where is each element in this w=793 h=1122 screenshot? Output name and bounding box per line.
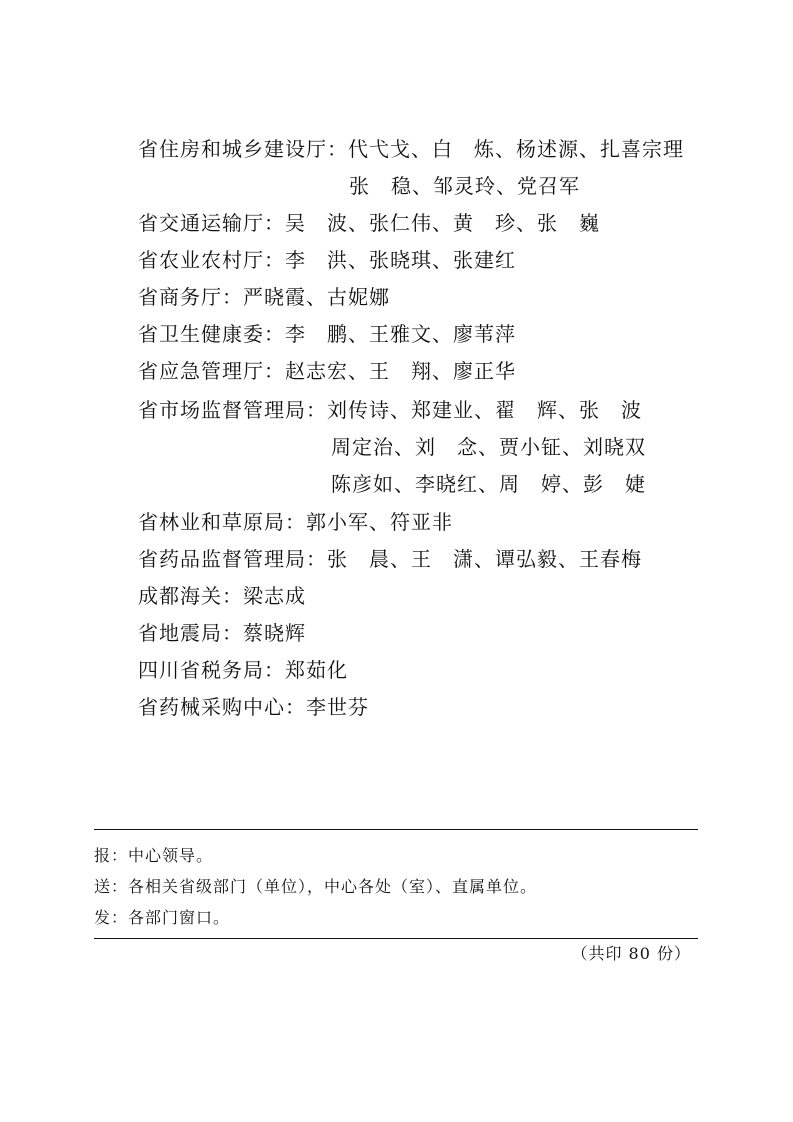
footer-top-rule	[94, 829, 698, 830]
footer-send-line: 送：各相关省级部门（单位），中心各处（室）、直属单位。	[94, 877, 538, 896]
list-line-earthquake: 省地震局：蔡晓辉	[138, 621, 306, 645]
list-line-procurement: 省药械采购中心：李世芬	[138, 695, 369, 719]
list-line-customs: 成都海关：梁志成	[138, 584, 306, 608]
footer-issue-line: 发：各部门窗口。	[94, 908, 231, 927]
list-line-drug-admin: 省药品监督管理局：张 晨、王 潇、谭弘毅、王春梅	[138, 547, 642, 571]
list-line-agriculture: 省农业农村厅：李 洪、张晓琪、张建红	[138, 248, 516, 272]
footer-bottom-rule	[94, 938, 698, 939]
list-line-tax: 四川省税务局：郑茹化	[138, 658, 348, 682]
list-line-forestry: 省林业和草原局：郭小军、符亚非	[138, 510, 453, 534]
list-line-transport: 省交通运输厅：吴 波、张仁伟、黄 珍、张 巍	[138, 211, 600, 235]
footer-report-line: 报：中心领导。	[94, 846, 214, 865]
list-line-market-cont-1: 周定治、刘 念、贾小钲、刘晓双	[331, 435, 646, 459]
copies-count: （共印 80 份）	[571, 944, 691, 963]
list-line-health: 省卫生健康委：李 鹏、王雅文、廖苇萍	[138, 322, 516, 346]
list-line-housing: 省住房和城乡建设厅：代弋戈、白 炼、杨述源、扎喜宗理	[138, 137, 684, 161]
list-line-housing-cont: 张 稳、邹灵玲、党召军	[349, 174, 580, 198]
list-line-commerce: 省商务厅：严晓霞、古妮娜	[138, 285, 390, 309]
list-line-market-cont-2: 陈彦如、李晓红、周 婷、彭 婕	[331, 472, 646, 496]
list-line-market: 省市场监督管理局：刘传诗、郑建业、翟 辉、张 波	[138, 398, 642, 422]
list-line-emergency: 省应急管理厅：赵志宏、王 翔、廖正华	[138, 359, 516, 383]
